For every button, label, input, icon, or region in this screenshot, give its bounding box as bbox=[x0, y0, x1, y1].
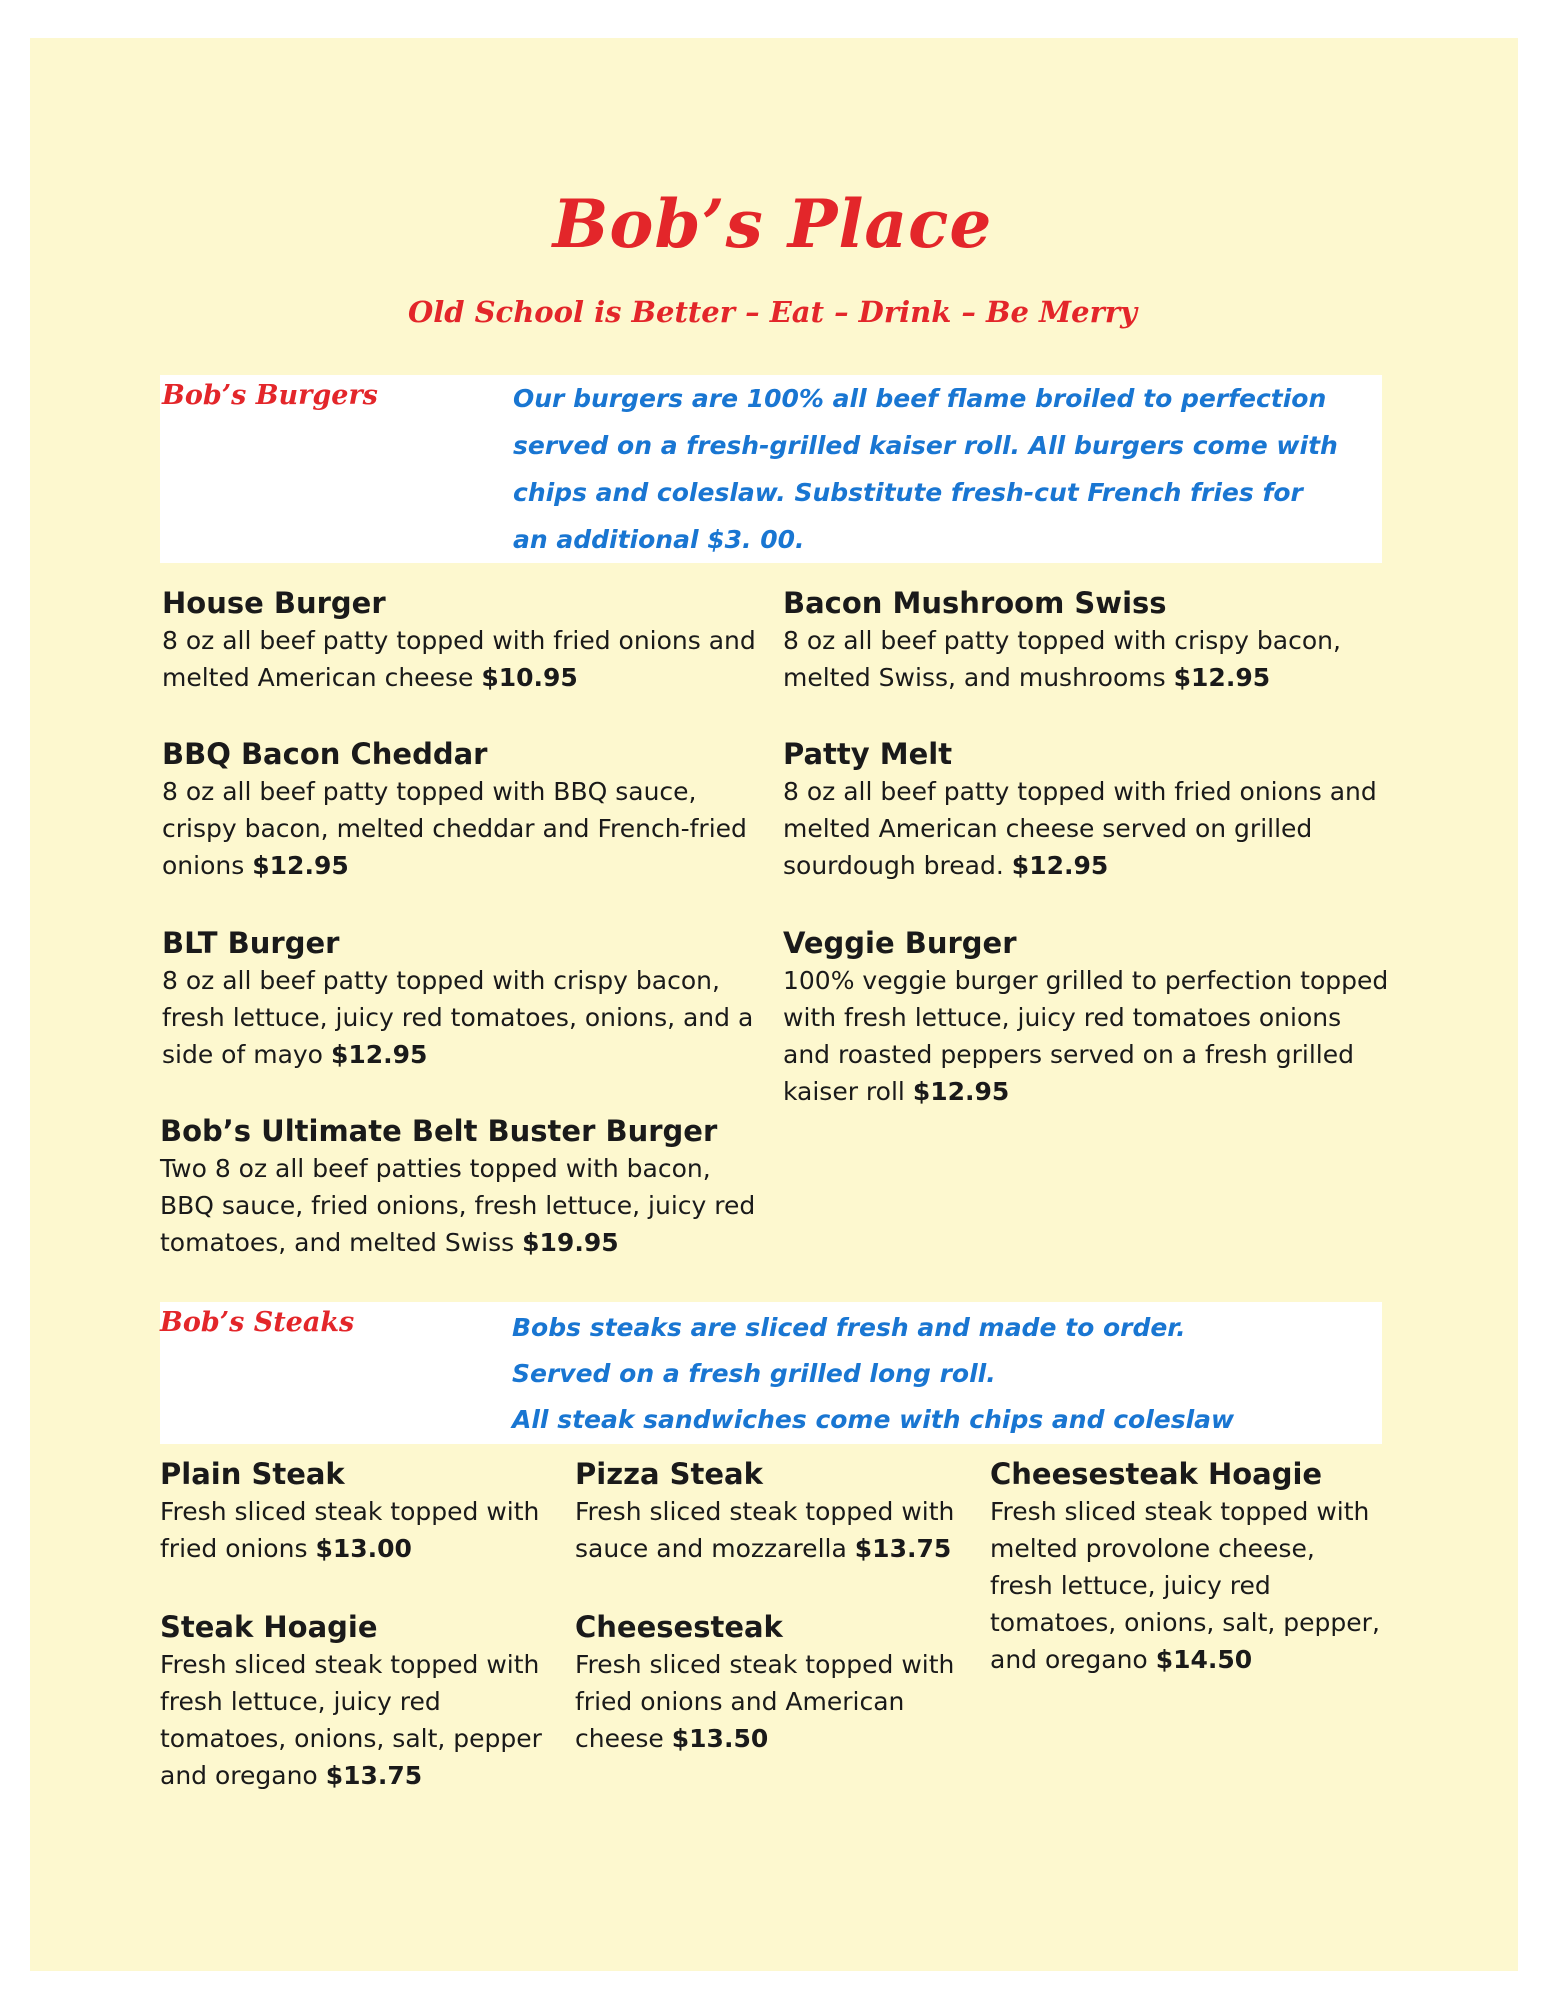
menu-item-steak-hoagie bbox=[160, 1608, 550, 1794]
menu-item-plain-steak bbox=[160, 1455, 550, 1567]
item-description: 8 oz all beef patty topped with fried onions and melted American cheese $10.95 bbox=[162, 626, 756, 692]
item-price: $19.95 bbox=[522, 1228, 619, 1257]
item-name: Veggie Burger bbox=[783, 926, 1017, 960]
steaks-description-line: All steak sandwiches come with chips and coleslaw bbox=[512, 1405, 1235, 1434]
menu-item-pizza-steak bbox=[575, 1455, 965, 1567]
item-price: $13.75 bbox=[854, 1534, 952, 1563]
burgers-heading: Bob’s Burgers bbox=[162, 380, 378, 411]
item-description: Two 8 oz all beef patties topped with bacon, BBQ sauce, fried onions, fresh lettuce, juicy red tomatoes, and melted Swiss $19.95 bbox=[160, 1154, 756, 1257]
restaurant-name: Bob’s Place bbox=[552, 185, 993, 263]
menu-item-belt-buster-burger bbox=[160, 1112, 760, 1261]
menu-item-house-burger bbox=[162, 584, 762, 696]
item-name: Plain Steak bbox=[160, 1457, 345, 1491]
item-name: Cheesesteak Hoagie bbox=[990, 1457, 1323, 1491]
item-price: $10.95 bbox=[481, 663, 578, 692]
item-name: Bob’s Ultimate Belt Buster Burger bbox=[160, 1114, 718, 1148]
item-name: BBQ Bacon Cheddar bbox=[162, 737, 488, 771]
item-price: $12.95 bbox=[1173, 663, 1271, 692]
item-description: 8 oz all beef patty topped with BBQ sauce, crispy bacon, melted cheddar and French-fried onions $12.95 bbox=[162, 777, 747, 880]
menu-item-bacon-mushroom-swiss bbox=[783, 584, 1383, 696]
item-description: 8 oz all beef patty topped with crispy bacon, melted Swiss, and mushrooms $12.95 bbox=[783, 626, 1341, 692]
item-description: 100% veggie burger grilled to perfection topped with fresh lettuce, juicy red tomatoes onions and roasted peppers served on a fresh grilled kaiser roll $12.95 bbox=[783, 966, 1389, 1106]
item-description: Fresh sliced steak topped with fried onions $13.00 bbox=[160, 1497, 540, 1563]
item-name: BLT Burger bbox=[162, 926, 340, 960]
item-description: Fresh sliced steak topped with sauce and mozzarella $13.75 bbox=[575, 1497, 955, 1563]
menu-item-veggie-burger bbox=[783, 924, 1393, 1110]
menu-item-blt-burger bbox=[162, 924, 767, 1073]
item-name: Steak Hoagie bbox=[160, 1610, 378, 1644]
item-description: 8 oz all beef patty topped with crispy bacon, fresh lettuce, juicy red tomatoes, onions, and a side of mayo $12.95 bbox=[162, 966, 754, 1069]
menu-item-cheesesteak-hoagie bbox=[990, 1455, 1380, 1678]
item-price: $12.95 bbox=[1011, 851, 1109, 880]
item-price: $12.95 bbox=[330, 1040, 428, 1069]
menu-item-cheesesteak bbox=[575, 1608, 965, 1757]
steaks-description-line: Served on a fresh grilled long roll. bbox=[512, 1359, 996, 1388]
item-name: House Burger bbox=[162, 586, 386, 620]
restaurant-tagline: Old School is Better – Eat – Drink – Be Merry bbox=[407, 295, 1138, 329]
item-price: $13.50 bbox=[671, 1724, 769, 1753]
item-name: Cheesesteak bbox=[575, 1610, 783, 1644]
item-name: Bacon Mushroom Swiss bbox=[783, 586, 1167, 620]
item-name: Patty Melt bbox=[783, 737, 953, 771]
steaks-description bbox=[512, 1305, 1372, 1443]
item-price: $13.00 bbox=[315, 1534, 412, 1563]
item-name: Pizza Steak bbox=[575, 1457, 763, 1491]
burgers-description: Our burgers are 100% all beef flame broiled to perfection served on a fresh-grilled kaiser roll. All burgers come with chips and coleslaw. Substitute fresh-cut French fries for an additional $3. 00. bbox=[513, 384, 1338, 554]
menu-item-bbq-bacon-cheddar bbox=[162, 735, 762, 884]
item-price: $12.95 bbox=[912, 1077, 1010, 1106]
item-description: Fresh sliced steak topped with melted provolone cheese, fresh lettuce, juicy red tomatoes, onions, salt, pepper, and oregano $14.50 bbox=[990, 1497, 1380, 1674]
item-price: $12.95 bbox=[252, 851, 349, 880]
item-description: Fresh sliced steak topped with fried onions and American cheese $13.50 bbox=[575, 1650, 955, 1753]
steaks-heading: Bob’s Steaks bbox=[160, 1307, 355, 1338]
item-description: Fresh sliced steak topped with fresh lettuce, juicy red tomatoes, onions, salt, pepper and oregano $13.75 bbox=[160, 1650, 542, 1790]
menu-item-patty-melt bbox=[783, 735, 1383, 884]
item-description: 8 oz all beef patty topped with fried onions and melted American cheese served on grilled sourdough bread. $12.95 bbox=[783, 777, 1377, 880]
item-price: $13.75 bbox=[325, 1761, 423, 1790]
item-price: $14.50 bbox=[1155, 1645, 1253, 1674]
steaks-description-line: Bobs steaks are sliced fresh and made to order. bbox=[512, 1313, 1186, 1342]
